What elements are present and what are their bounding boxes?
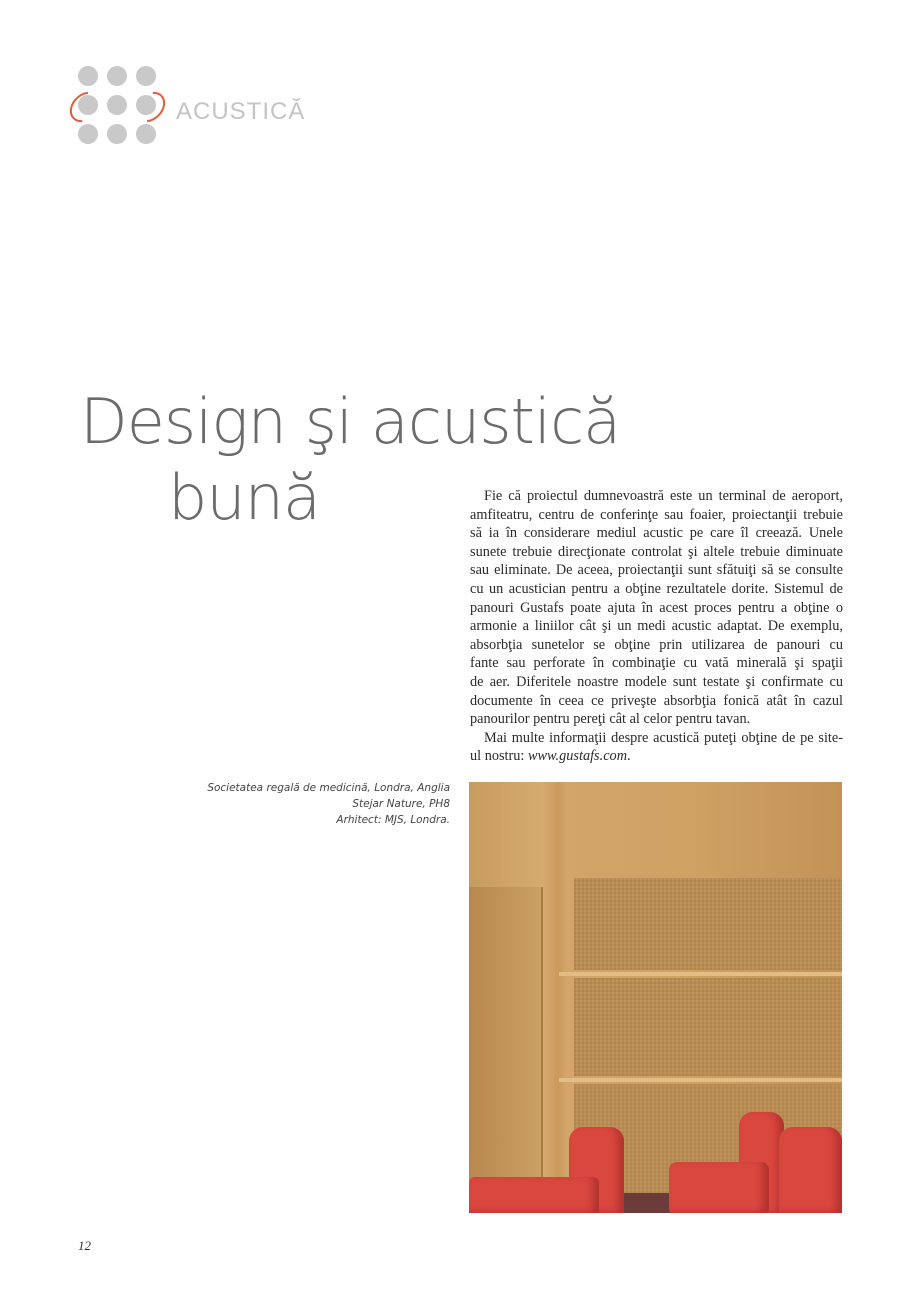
left-bracket-icon — [64, 86, 106, 128]
logo-dot — [78, 66, 98, 86]
photo-seam — [559, 1078, 842, 1082]
page-number: 12 — [78, 1238, 91, 1253]
body-line: sau eliminate. De aceea, proiectanţii sunt sfătuiţi să se consulte — [470, 562, 843, 579]
photo-panel — [574, 978, 842, 1076]
logo-dot — [107, 95, 127, 115]
auditorium-photo — [469, 782, 842, 1213]
body-line-text: ul nostru: — [470, 748, 528, 765]
acoustics-logo — [76, 64, 166, 146]
website-link[interactable]: www.gustafs.com — [527, 748, 628, 765]
body-line: panourilor pentru pereţi cât al celor pentru tavan. — [470, 711, 751, 728]
section-title: ACUSTICĂ — [176, 98, 306, 125]
logo-dot — [136, 66, 156, 86]
photo-seat — [469, 1177, 599, 1213]
logo-dot — [107, 66, 127, 86]
photo-seat — [669, 1162, 769, 1213]
body-line: fante sau perforate în combinaţie cu vată minerală şi spaţii — [470, 655, 843, 672]
body-line: armonie a liniilor cât şi un medi acustic adaptat. De exemplu, — [470, 618, 843, 635]
body-line-last — [470, 747, 843, 766]
body-line: de aer. Diferitele noastre modele sunt testate şi confirmate cu — [470, 673, 843, 690]
photo-door — [469, 887, 543, 1213]
title-line-1: Design şi acustică — [80, 385, 621, 458]
body-line: absorbţia sunetelor se obţine prin utilizarea de panouri cu — [470, 636, 843, 653]
body-line: panouri Gustafs poate ajuta în acest proces pentru a obţine o — [470, 599, 843, 616]
body-line: amfiteatru, centru de conferinţe sau foaier, proiectanţii trebuie — [470, 506, 843, 523]
logo-dot — [78, 124, 98, 144]
logo-dot — [107, 124, 127, 144]
body-line: cu un acustician pentru a obţine rezultatele dorite. Sistemul de — [470, 580, 843, 597]
photo-caption — [207, 780, 450, 828]
body-line: să ia în considerare mediul acustic pe care îl creează. Unele — [470, 525, 843, 542]
logo-dot — [136, 124, 156, 144]
body-text — [470, 487, 843, 766]
body-line: sunete trebuie direcţionate controlat şi altele trebuie diminuate — [470, 543, 843, 560]
caption-line: Stejar Nature, PH8 — [352, 798, 450, 810]
title-line-2: bună — [168, 461, 320, 534]
photo-panel — [574, 878, 842, 970]
photo-seat — [779, 1127, 842, 1213]
body-line: Mai multe informaţii despre acustică puteţi obţine de pe site- — [484, 729, 843, 746]
right-bracket-icon — [129, 86, 171, 128]
body-line: documente în ceea ce priveşte absorbţia fonică atât în cazul — [470, 692, 843, 709]
caption-line: Societatea regală de medicină, Londra, Anglia — [207, 782, 450, 794]
body-line: Fie că proiectul dumnevoastră este un terminal de aeroport, — [484, 488, 843, 504]
photo-seam — [559, 972, 842, 976]
url-suffix: . — [627, 748, 631, 765]
caption-line: Arhitect: MJS, Londra. — [336, 814, 450, 826]
